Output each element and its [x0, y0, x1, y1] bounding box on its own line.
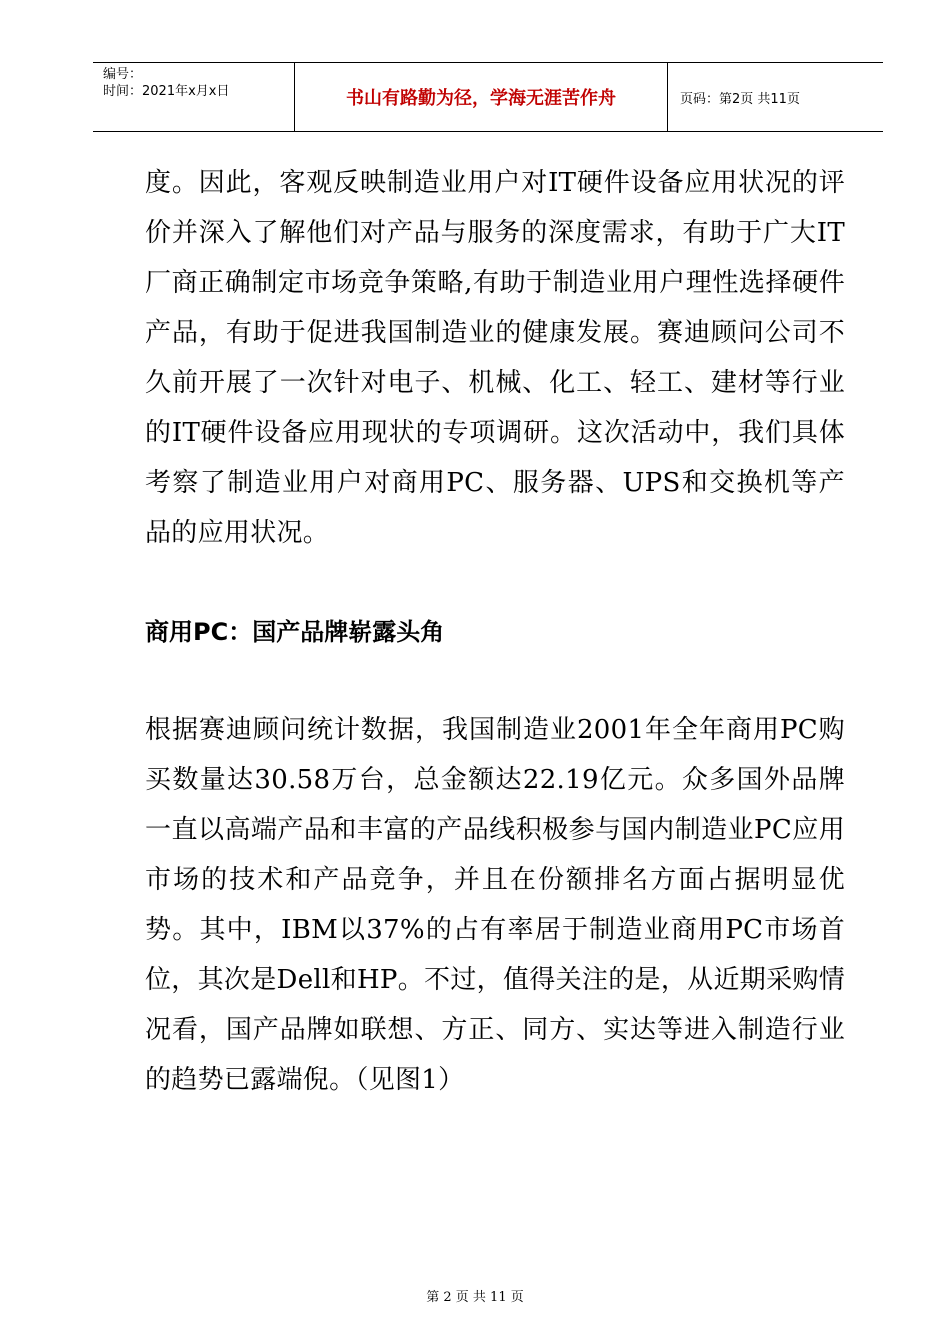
- body-paragraph-2: 根据赛迪顾问统计数据，我国制造业2001年全年商用PC购买数量达30.58万台，总金额达22.19亿元。众多国外品牌一直以高端产品和丰富的产品线积极参与国内制造业PC应用市场的技术和产品竞争，并且在份额排名方面占据明显优势。其中，IBM以37%的占有率居于制造业商用PC市场首位，其次是Dell和HP。不过，值得关注的是，从近期采购情况看，国产品牌如联想、方正、同方、实达等进入制造行业的趋势已露端倪。（见图1）: [145, 715, 845, 1095]
- body-paragraph-1: 度。因此，客观反映制造业用户对IT硬件设备应用状况的评价并深入了解他们对产品与服务的深度需求，有助于广大IT厂商正确制定市场竞争策略,有助于制造业用户理性选择硬件产品，有助于促进我国制造业的健康发展。赛迪顾问公司不久前开展了一次针对电子、机械、化工、轻工、建材等行业的IT硬件设备应用现状的专项调研。这次活动中，我们具体考察了制造业用户对商用PC、服务器、UPS和交换机等产品的应用状况。: [145, 168, 845, 548]
- header-motto: 书山有路勤为径，学海无涯苦作舟: [295, 63, 668, 131]
- page-footer: 第 2 页 共 11 页: [426, 1290, 524, 1305]
- section-heading: 商用PC：国产品牌崭露头角: [145, 618, 445, 646]
- header-page-number: 页码：第2页 共11页: [680, 91, 800, 107]
- header-meta: [93, 63, 295, 131]
- document-time-label: 时间：2021年x月x日: [103, 84, 230, 99]
- page-header: [93, 62, 883, 132]
- document-number-label: 编号：: [103, 67, 143, 82]
- document-body: [145, 158, 845, 1105]
